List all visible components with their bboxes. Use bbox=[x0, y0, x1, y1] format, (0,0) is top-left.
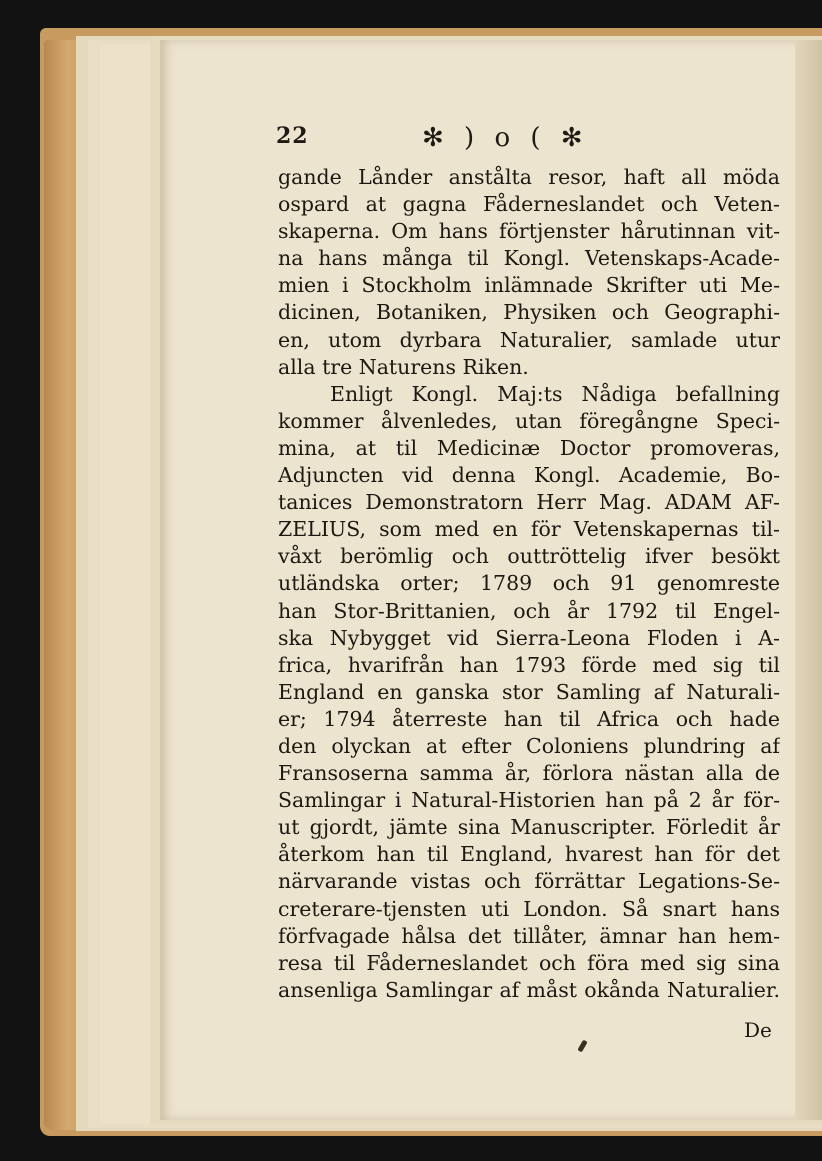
header-ornament: ✻ ) o ( ✻ bbox=[422, 123, 589, 153]
page-number: 22 bbox=[276, 123, 309, 149]
text-line: ZELIUS, som med en för Vetenskapernas til- bbox=[278, 517, 780, 542]
text-line: ansenliga Samlingar af måst okånda Naturalier. bbox=[278, 977, 780, 1002]
text-line: resa til Fåderneslandet och föra med sig sina bbox=[278, 950, 780, 975]
text-line: den olyckan at efter Coloniens plundring af bbox=[278, 733, 780, 758]
page-header bbox=[276, 123, 796, 157]
text-line: mina, at til Medicinæ Doctor promoveras, bbox=[278, 435, 780, 460]
text-line: alla tre Naturens Riken. bbox=[278, 354, 529, 379]
text-line: han Stor-Brittanien, och år 1792 til Engel- bbox=[278, 598, 780, 623]
text-line: förfvagade hålsa det tillåter, ämnar han hem- bbox=[278, 923, 780, 948]
text-line: utländska orter; 1789 och 91 genomreste bbox=[278, 571, 780, 596]
text-line: frica, hvarifrån han 1793 förde med sig til bbox=[278, 652, 780, 677]
body-text bbox=[278, 164, 780, 1004]
text-line: kommer ålvenledes, utan föregångne Speci- bbox=[278, 408, 780, 433]
text-line: ut gjordt, jämte sina Manuscripter. Förledit år bbox=[278, 815, 780, 840]
text-line: Enligt Kongl. Maj:ts Nådiga befallning bbox=[330, 381, 780, 406]
text-line: creterare-tjensten uti London. Så snart hans bbox=[278, 896, 780, 921]
page-gutter bbox=[795, 40, 822, 1120]
text-line: återkom han til England, hvarest han för det bbox=[278, 842, 780, 867]
text-line: våxt berömlig och outtröttelig ifver besökt bbox=[278, 544, 780, 569]
text-line: dicinen, Botaniken, Physiken och Geographi- bbox=[278, 300, 780, 325]
text-line: na hans många til Kongl. Vetenskaps-Acade- bbox=[278, 246, 780, 271]
catchword: De bbox=[744, 1018, 772, 1042]
text-line: skaperna. Om hans förtjenster hårutinnan vit- bbox=[278, 219, 780, 244]
text-line: ospard at gagna Fåderneslandet och Veten- bbox=[278, 192, 780, 217]
text-line: ska Nybygget vid Sierra-Leona Floden i A- bbox=[278, 625, 780, 650]
text-line: England en ganska stor Samling af Naturali- bbox=[278, 679, 780, 704]
text-line: närvarande vistas och förrättar Legations-Se- bbox=[278, 869, 780, 894]
text-line: tanices Demonstratorn Herr Mag. ADAM AF- bbox=[278, 490, 780, 515]
text-line: gande Lånder anstålta resor, haft all möda bbox=[278, 165, 780, 189]
text-line: en, utom dyrbara Naturalier, samlade utur bbox=[278, 327, 780, 352]
text-line: mien i Stockholm inlämnade Skrifter uti Me- bbox=[278, 273, 780, 298]
text-line: Fransoserna samma år, förlora nästan alla de bbox=[278, 761, 780, 786]
text-line: Samlingar i Natural-Historien han på 2 år för- bbox=[278, 788, 780, 813]
text-line: Adjuncten vid denna Kongl. Academie, Bo- bbox=[278, 463, 780, 488]
text-line: er; 1794 återreste han til Africa och hade bbox=[278, 706, 780, 731]
